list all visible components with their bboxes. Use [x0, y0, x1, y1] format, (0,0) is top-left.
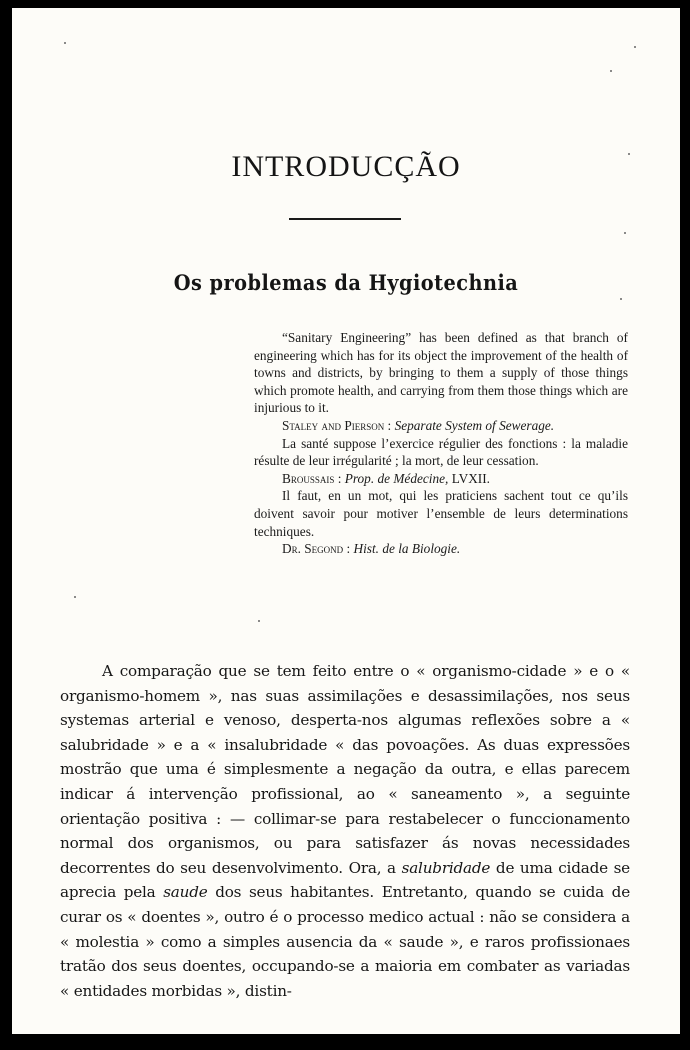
page-title: INTRODUCÇÃO — [231, 150, 461, 183]
epigraph-author: Broussais : — [282, 470, 342, 486]
body-emphasis: saude — [163, 883, 208, 902]
body-text-run: A comparação que se tem feito entre o « organismo-cidade » e o « organismo-homem », nas suas assimilações e desassimilações, nos seus systemas arterial e venoso, desperta-nos algumas reflexões sobre a « salubridade » e a « insalubridade « das povoações. As duas expressões mostrão que uma é simplesmente a negação da outra, e ellas parecem indicar á intervenção profissional, ao « saneamento », a seguinte orientação positiva : — collimar-se para restabelecer o funccionamento normal dos organismos, ou para satisfazer ás novas necessidades decorrentes do seu desenvolvimento. Ora, a — [60, 662, 630, 877]
body-paragraph — [60, 659, 630, 1003]
epigraph-work: Separate System of Sewerage. — [394, 417, 555, 433]
epigraph-block — [254, 329, 628, 558]
print-speck — [634, 46, 636, 48]
epigraph-author: Staley and Pierson : — [282, 417, 392, 433]
epigraph-work: Hist. de la Biologie. — [353, 541, 461, 557]
epigraph-source — [282, 470, 628, 488]
body-text-run: de uma cidade se aprecia pela — [60, 858, 630, 902]
print-speck — [610, 70, 612, 72]
print-speck — [74, 596, 76, 598]
body-emphasis: salubridade — [401, 858, 491, 877]
epigraph-work: Prop. de Médecine, — [344, 470, 449, 486]
epigraph-text: La santé suppose l’exercice régulier des fonctions : la maladie résulte de leur irrégularité ; la mort, de leur cessation. — [254, 435, 628, 469]
section-subtitle: Os problemas da Hygiotechnia — [173, 270, 519, 295]
epigraph-source — [282, 417, 628, 435]
epigraph-author: Dr. Segond : — [282, 541, 351, 557]
epigraph-reference: LVXII. — [451, 470, 490, 486]
epigraph-text: Il faut, en un mot, qui les praticiens sachent tout ce qu’ils doivent savoir pour motiver l’ensemble de leurs determinations techniques. — [254, 488, 628, 539]
title-rule — [289, 218, 401, 220]
epigraph-source — [282, 540, 628, 558]
document-page — [12, 8, 680, 1034]
print-speck — [258, 620, 260, 622]
epigraph-text: “Sanitary Engineering” has been defined as that branch of engineering which has for its object the improvement of the health of towns and districts, by bringing to them a supply of those things which promote health, and carrying from them those things which are injurious to it. — [254, 330, 628, 416]
print-speck — [64, 42, 66, 44]
print-speck — [624, 232, 626, 234]
body-text-run: dos seus habitantes. Entretanto, quando se cuida de curar os « doentes », outro é o processo medico actual : não se considera a « molestia » como a simples ausencia da « saude », e raros profissionaes tratão dos seus doentes, occupando-se a maioria em combater as variadas « entidades morbidas », distin- — [60, 883, 630, 1000]
print-speck — [620, 298, 622, 300]
